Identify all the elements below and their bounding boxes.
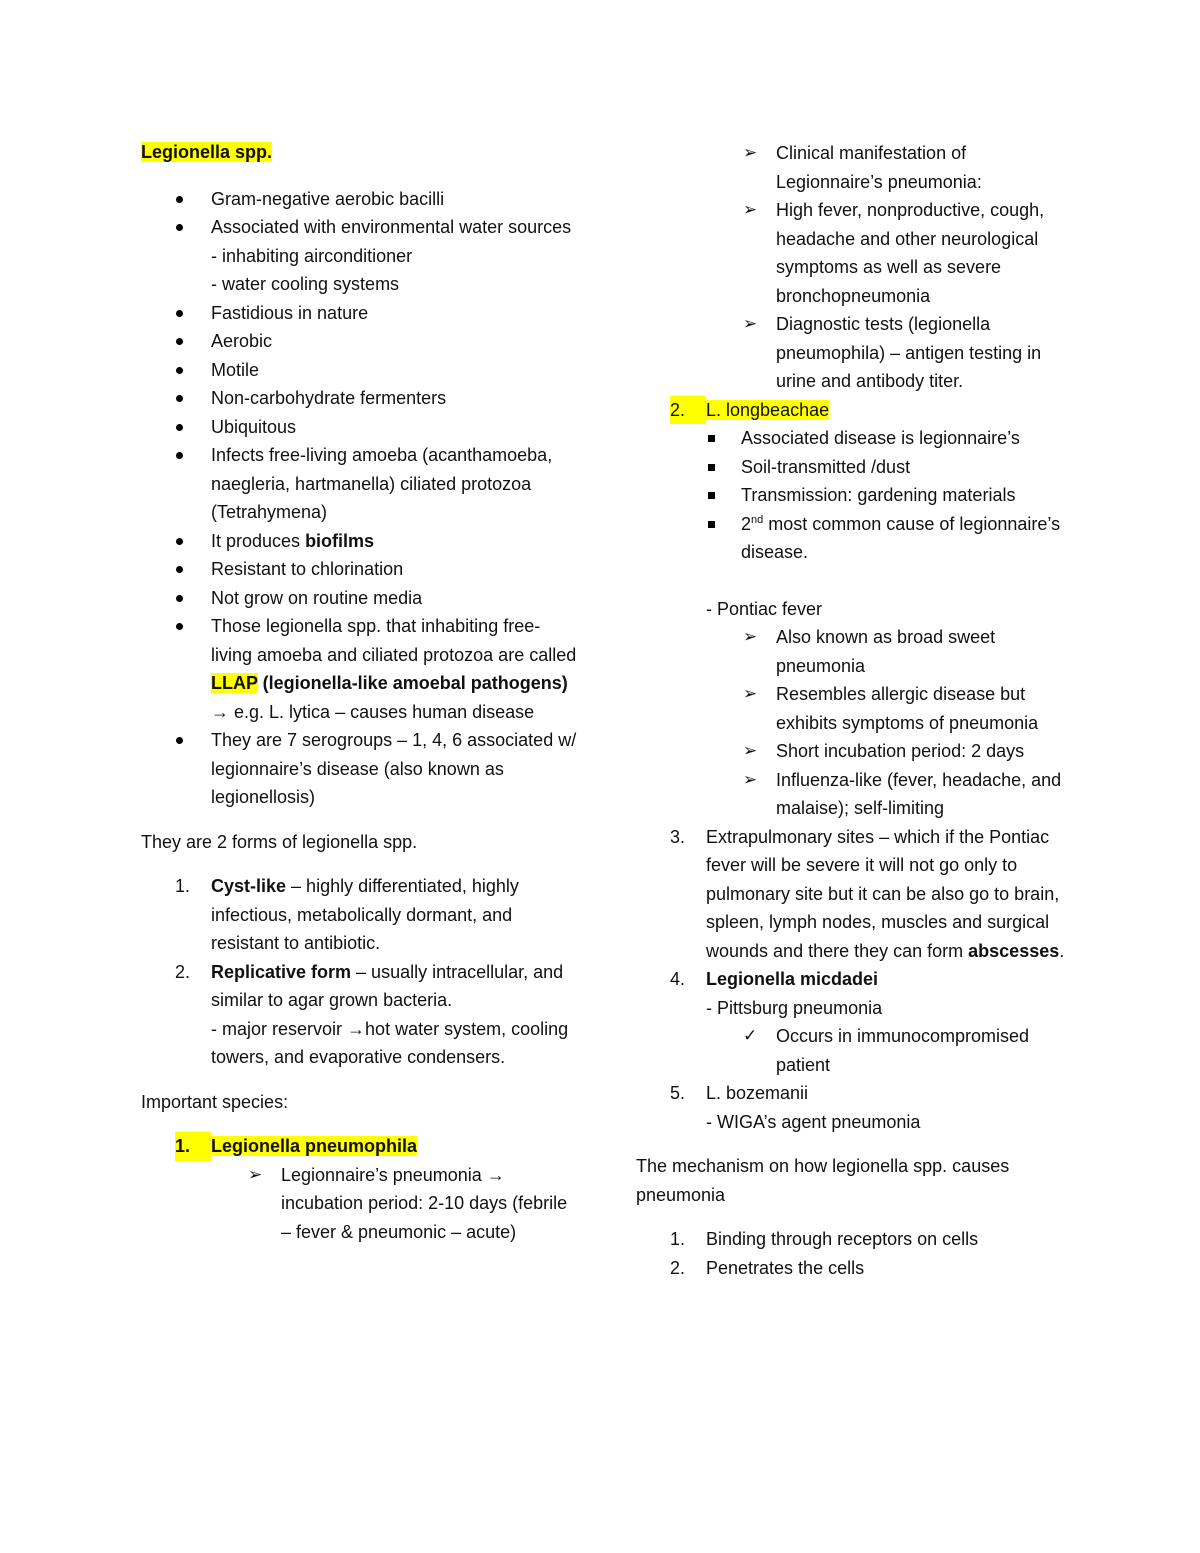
- arrowhead-bullet-icon: ➢: [743, 684, 758, 703]
- arrow-right-icon: →: [486, 1164, 505, 1185]
- bullet-icon: [176, 367, 183, 374]
- list-item: Non-carbohydrate fermenters: [211, 384, 581, 413]
- mechanism-intro: The mechanism on how legionella spp. causes pneumonia: [636, 1156, 1010, 1205]
- list-item: 1. Cyst-like – highly differentiated, highly infectious, metabolically dormant, and resistant to antibiotic.: [175, 876, 519, 953]
- square-bullet-icon: [708, 521, 715, 528]
- arrowhead-bullet-icon: ➢: [743, 627, 758, 646]
- list-item: 2. Penetrates the cells: [670, 1257, 865, 1278]
- list-item: It produces biofilms: [211, 527, 581, 556]
- list-item: Soil-transmitted /dust: [741, 453, 1066, 482]
- list-item: They are 7 serogroups – 1, 4, 6 associated w/ legionnaire’s disease (also known as legionellosis): [211, 726, 581, 812]
- pontiac-heading: - Pontiac fever: [706, 598, 823, 619]
- arrowhead-bullet-icon: ➢: [248, 1164, 263, 1184]
- list-item: ➢ Influenza-like (fever, headache, and malaise); self-limiting: [776, 766, 1066, 823]
- list-item: 2. Replicative form – usually intracellular, and similar to agar grown bacteria. - major reservoir →hot water system, cooling towers, and evaporative condensers.: [175, 961, 569, 1067]
- list-item: ✓ Occurs in immunocompromised patient: [776, 1022, 1066, 1079]
- square-bullet-icon: [708, 492, 715, 499]
- list-item: 4. Legionella micdadei - Pittsburg pneumonia: [670, 969, 883, 1018]
- list-item: ➢ High fever, nonproductive, cough, headache and other neurological symptoms as well as severe bronchopneumonia: [776, 196, 1066, 310]
- bullet-icon: [176, 452, 183, 459]
- list-item: [175, 1132, 581, 1161]
- characteristics-list: [141, 185, 581, 812]
- arrowhead-bullet-icon: ➢: [743, 769, 758, 789]
- bullet-icon: [176, 424, 183, 431]
- list-item: Resistant to chlorination: [211, 555, 581, 584]
- mechanism-list: [636, 1225, 1066, 1282]
- bullet-icon: [176, 338, 183, 345]
- list-item: 2. L. longbeachae: [706, 396, 1066, 425]
- bullet-icon: [176, 737, 183, 744]
- arrowhead-bullet-icon: ➢: [743, 200, 758, 219]
- arrowhead-bullet-icon: ➢: [743, 143, 758, 162]
- list-item: ➢ Diagnostic tests (legionella pneumophila) – antigen testing in urine and antibody titer.: [776, 310, 1066, 396]
- list-item: 2nd most common cause of legionnaire’s disease.: [741, 510, 1066, 567]
- list-item: 1. Binding through receptors on cells: [670, 1229, 979, 1249]
- arrow-right-icon: →: [347, 1018, 366, 1039]
- list-item: 3. Extrapulmonary sites – which if the Pontiac fever will be severe it will not go only to pulmonary site but it can be also go to brain, spleen, lymph nodes, muscles and surgical wounds and there they can form abscesses.: [670, 826, 1065, 961]
- list-item: Motile: [211, 356, 581, 385]
- list-item: ➢ Clinical manifestation of Legionnaire’s pneumonia:: [776, 139, 1066, 196]
- list-item: ➢ Legionnaire’s pneumonia → incubation period: 2-10 days (febrile – fever & pneumonic – acute): [281, 1161, 581, 1247]
- bullet-icon: [176, 538, 183, 545]
- bullet-icon: [176, 566, 183, 573]
- bullet-icon: [176, 395, 183, 402]
- list-item: Associated with environmental water sources - inhabiting airconditioner - water cooling systems: [211, 213, 581, 299]
- document-title: Legionella spp.: [141, 142, 273, 162]
- arrow-right-icon: →: [211, 701, 229, 722]
- checkmark-icon: ✓: [743, 1026, 758, 1045]
- species-heading: 1. Legionella pneumophila: [211, 1136, 417, 1156]
- forms-intro: They are 2 forms of legionella spp.: [141, 831, 418, 852]
- list-item: Those legionella spp. that inhabiting free-living amoeba and ciliated protozoa are called LLAP (legionella-like amoebal pathogens) → e.g. L. lytica – causes human disease: [211, 612, 581, 726]
- list-item: Ubiquitous: [211, 413, 581, 442]
- list-item: 5. L. bozemanii - WIGA’s agent pneumonia: [670, 1083, 921, 1132]
- list-item: Not grow on routine media: [211, 584, 581, 613]
- species-heading: L. longbeachae: [706, 399, 830, 420]
- bullet-icon: [176, 595, 183, 602]
- list-item: Transmission: gardening materials: [741, 481, 1066, 510]
- list-item: Aerobic: [211, 327, 581, 356]
- list-item: ➢ Also known as broad sweet pneumonia: [776, 623, 1066, 680]
- bullet-icon: [176, 623, 183, 630]
- list-item: Associated disease is legionnaire’s: [741, 424, 1066, 453]
- left-column: [141, 138, 581, 1246]
- bullet-icon: [176, 310, 183, 317]
- arrowhead-bullet-icon: ➢: [743, 314, 758, 333]
- right-column: [636, 139, 1066, 1282]
- list-item: ➢ Resembles allergic disease but exhibits symptoms of pneumonia: [776, 680, 1066, 737]
- square-bullet-icon: [708, 435, 715, 442]
- list-item: Fastidious in nature: [211, 299, 581, 328]
- bullet-icon: [176, 224, 183, 231]
- forms-list: [141, 872, 581, 1072]
- list-item: Gram-negative aerobic bacilli: [211, 185, 581, 214]
- arrowhead-bullet-icon: ➢: [743, 741, 758, 760]
- square-bullet-icon: [708, 464, 715, 471]
- list-item: Infects free-living amoeba (acanthamoeba, naegleria, hartmanella) ciliated protozoa (Tetrahymena): [211, 441, 581, 527]
- species-intro: Important species:: [141, 1091, 289, 1112]
- llap-highlight: LLAP: [211, 673, 258, 693]
- bullet-icon: [176, 196, 183, 203]
- species-list: [141, 1132, 581, 1246]
- list-item: ➢ Short incubation period: 2 days: [776, 737, 1066, 766]
